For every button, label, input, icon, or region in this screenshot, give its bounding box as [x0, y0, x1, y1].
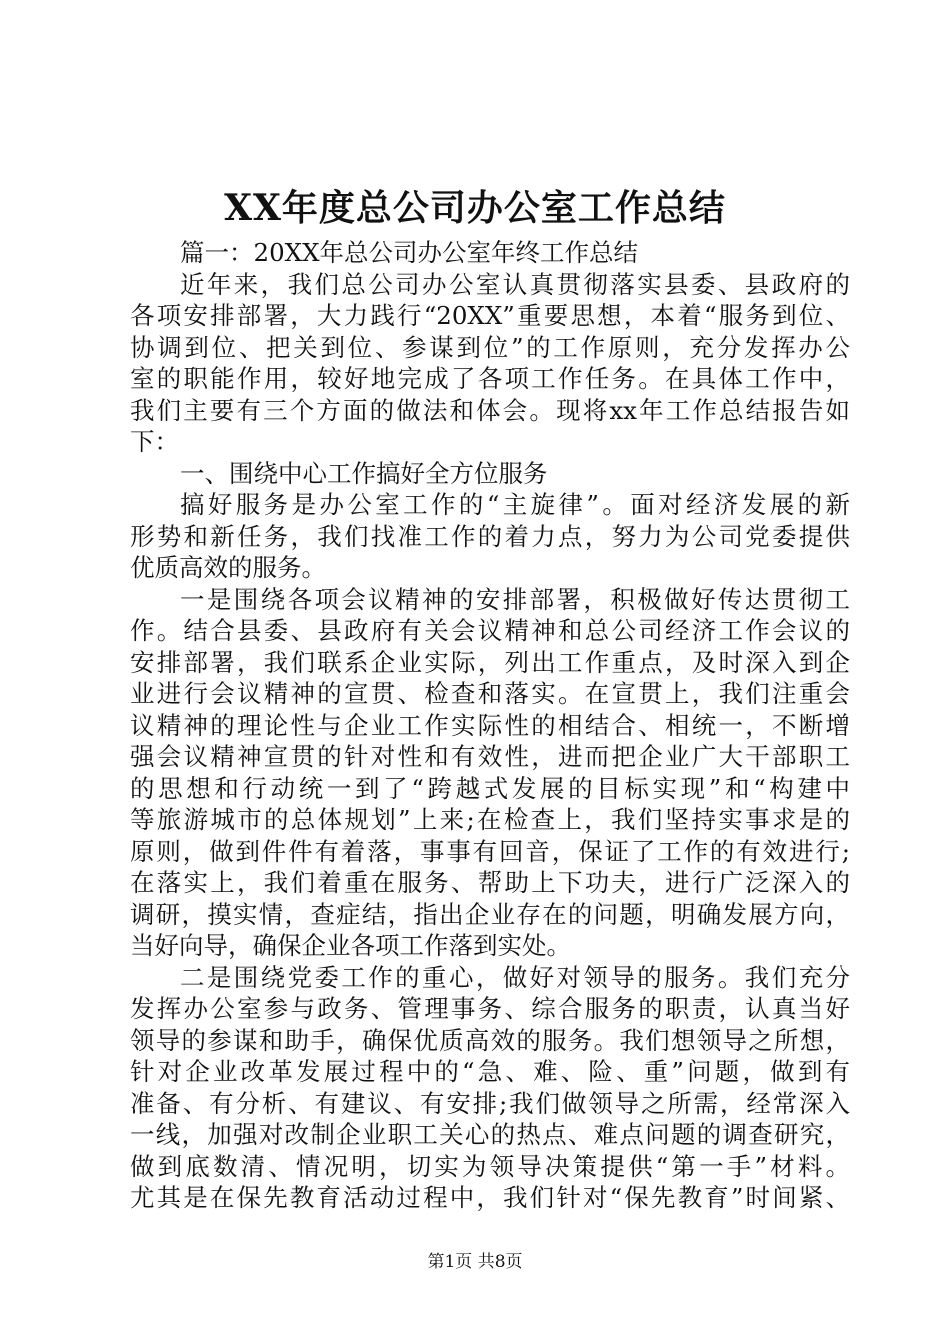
- paragraph-line: 搞好服务是办公室工作的“主旋律”。面对经济发展的新: [180, 490, 850, 519]
- paragraph-line: 针对企业改革发展过程中的“急、难、险、重”问题，做到有: [130, 1057, 850, 1086]
- page-footer: 第1页 共8页: [427, 1252, 523, 1272]
- paragraph-line: 发挥办公室参与政务、管理事务、综合服务的职责，认真当好: [130, 994, 850, 1023]
- paragraph-line: 业进行会议精神的宣贯、检查和落实。在宣贯上，我们注重会: [130, 679, 850, 708]
- paragraph-line: 篇一：20XX年总公司办公室年终工作总结: [180, 238, 639, 267]
- paragraph-line: 一、围绕中心工作搞好全方位服务: [180, 458, 548, 488]
- paragraph-line: 做到底数清、情况明，切实为领导决策提供“第一手”材料。: [130, 1151, 850, 1181]
- paragraph-line: 当好向导，确保企业各项工作落到实处。: [130, 931, 571, 960]
- paragraph-line: 形势和新任务，我们找准工作的着力点，努力为公司党委提供: [130, 521, 850, 551]
- paragraph-line: 近年来，我们总公司办公室认真贯彻落实县委、县政府的: [180, 269, 850, 299]
- paragraph-line: 优质高效的服务。: [130, 553, 326, 582]
- paragraph-line: 协调到位、把关到位、参谋到位”的工作原则，充分发挥办公: [130, 332, 850, 362]
- paragraph-line: 议精神的理论性与企业工作实际性的相结合、相统一，不断增: [130, 710, 850, 740]
- paragraph-line: 各项安排部署，大力践行“20XX”重要思想，本着“服务到位、: [130, 301, 850, 330]
- paragraph-line: 的思想和行动统一到了“跨越式发展的目标实现”和“构建中: [130, 773, 850, 803]
- paragraph-line: 安排部署，我们联系企业实际，列出工作重点，及时深入到企: [130, 647, 850, 677]
- paragraph-line: 强会议精神宣贯的针对性和有效性，进而把企业广大干部职工: [130, 742, 850, 771]
- paragraph-line: 一线，加强对改制企业职工关心的热点、难点问题的调查研究，: [130, 1120, 850, 1149]
- paragraph-line: 作。结合县委、县政府有关会议精神和总公司经济工作会议的: [130, 616, 850, 645]
- paragraph-line: 准备、有分析、有建议、有安排;我们做领导之所需，经常深入: [130, 1088, 850, 1118]
- paragraph-line: 下：: [130, 427, 179, 456]
- document-body: [130, 237, 850, 1214]
- paragraph-line: 在落实上，我们着重在服务、帮助上下功夫，进行广泛深入的: [130, 868, 850, 897]
- paragraph-line: 我们主要有三个方面的做法和体会。现将xx年工作总结报告如: [130, 395, 850, 425]
- paragraph-line: 等旅游城市的总体规划”上来;在检查上，我们坚持实事求是的: [130, 805, 850, 834]
- paragraph-line: 调研，摸实情，查症结，指出企业存在的问题，明确发展方向，: [130, 899, 850, 929]
- paragraph-line: 二是围绕党委工作的重心，做好对领导的服务。我们充分: [180, 962, 850, 992]
- paragraph-line: 原则，做到件件有着落，事事有回音，保证了工作的有效进行;: [130, 836, 850, 866]
- document-title: XX年度总公司办公室工作总结: [224, 187, 726, 229]
- paragraph-line: 尤其是在保先教育活动过程中，我们针对“保先教育”时间紧、: [130, 1183, 850, 1212]
- paragraph-line: 室的职能作用，较好地完成了各项工作任务。在具体工作中，: [130, 364, 850, 393]
- paragraph-line: 领导的参谋和助手，确保优质高效的服务。我们想领导之所想，: [130, 1025, 850, 1055]
- paragraph-line: 一是围绕各项会议精神的安排部署，积极做好传达贯彻工: [180, 584, 850, 614]
